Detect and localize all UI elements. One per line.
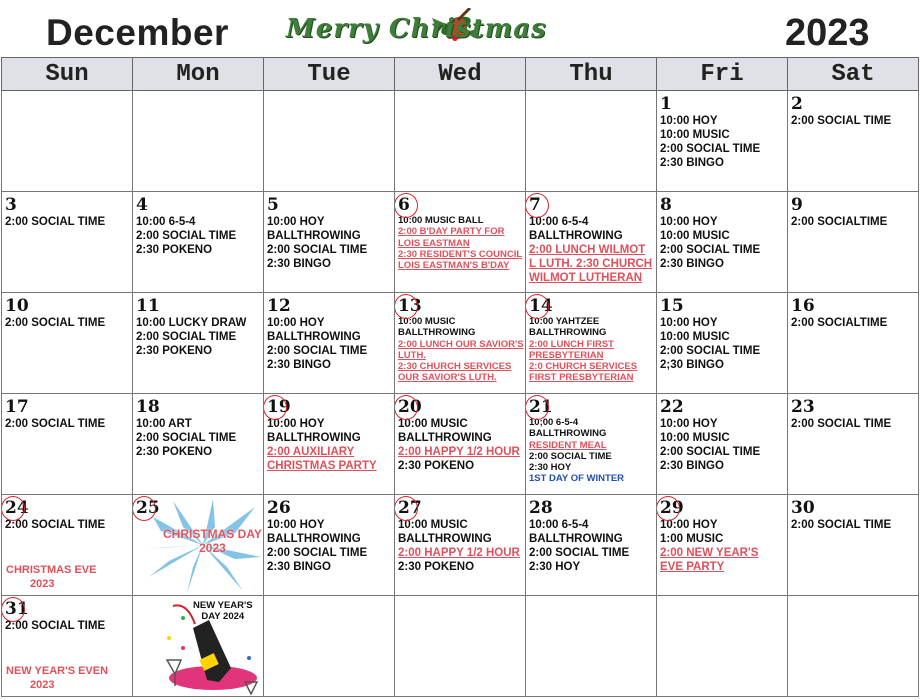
day-number: 18 [136, 397, 160, 417]
day-cell-1 [657, 91, 788, 192]
day-number: 1 [660, 94, 672, 114]
event-line: 10:00 YAHTZEE [529, 316, 600, 327]
day-number: 10 [5, 296, 29, 316]
day-cell-17 [2, 394, 133, 495]
day-cell-content [133, 394, 263, 494]
event-line: 10:00 HOY [267, 216, 325, 228]
day-cell-content [264, 495, 394, 595]
event-line: 10:00 HOY [660, 216, 718, 228]
day-cell-25 [133, 495, 264, 596]
day-cell-23 [788, 394, 919, 495]
event-line: LOIS EASTMAN [398, 237, 470, 249]
event-line: 2;30 BINGO [660, 359, 724, 371]
event-line: BALLTHROWING [267, 533, 361, 545]
calendar-header [0, 0, 920, 58]
event-line: 2:30 POKENO [398, 460, 475, 472]
event-line: 2:00 SOCIAL TIME [136, 230, 237, 242]
event-line: FIRST PRESBYTERIAN [529, 372, 634, 384]
event-line: 2:00 HAPPY 1/2 HOUR [398, 446, 520, 458]
event-line: 2:00 SOCIALTIME [791, 317, 888, 329]
empty-day-cell [2, 91, 133, 192]
event-line: EVE PARTY [660, 561, 725, 573]
holiday-label [6, 664, 108, 692]
day-cell-content [395, 495, 525, 595]
event-line: 10:00 MUSIC [398, 418, 468, 430]
event-line: CHRISTMAS PARTY [267, 460, 377, 472]
empty-day-cell [657, 596, 788, 697]
day-cell-content [2, 293, 132, 393]
event-line: 2:30 BINGO [660, 157, 724, 169]
event-line: 10:00 MUSIC [660, 129, 730, 141]
day-number: 4 [136, 195, 148, 215]
day-number: 3 [5, 195, 17, 215]
event-line: 10:00 MUSIC [660, 432, 730, 444]
event-line: 2:00 AUXILIARY [267, 446, 355, 458]
day-cell-10 [2, 293, 133, 394]
day-cell-13 [395, 293, 526, 394]
event-line: BALLTHROWING [398, 432, 492, 444]
day-cell-3 [2, 192, 133, 293]
event-line: 2:00 SOCIAL TIME [791, 115, 892, 127]
weekday-wed: Wed [395, 58, 526, 91]
empty-day-cell [788, 596, 919, 697]
event-line: 2:00 SOCIAL TIME [5, 418, 106, 430]
new-years-day-label [193, 600, 253, 622]
weekday-mon: Mon [133, 58, 264, 91]
day-cell-content [395, 394, 525, 494]
christmas-day-label [163, 527, 262, 555]
day-cell-content [264, 394, 394, 494]
day-number: 17 [5, 397, 29, 417]
empty-day-cell [133, 91, 264, 192]
event-line: 10:00 HOY [660, 519, 718, 531]
day-number: 5 [267, 195, 279, 215]
event-line: 2:00 LUNCH OUR SAVIOR'S [398, 338, 524, 350]
event-line: 10:00 HOY [660, 418, 718, 430]
weekday-sun: Sun [2, 58, 133, 91]
event-line: BALLTHROWING [267, 331, 361, 343]
weekday-sat: Sat [788, 58, 919, 91]
day-number: 25 [136, 498, 160, 518]
day-cell-content [2, 192, 132, 292]
event-line: 10:00 6-5-4 [529, 216, 589, 228]
day-cell-content [264, 293, 394, 393]
event-line: 2:00 SOCIAL TIME [267, 547, 368, 559]
event-line: BALLTHROWING [398, 327, 476, 339]
event-line: BALLTHROWING [267, 230, 361, 242]
event-line: 2:30 POKENO [136, 446, 213, 458]
weekday-header-row [2, 58, 919, 91]
event-line: 2:30 CHURCH SERVICES [398, 361, 512, 373]
art-cell [133, 596, 264, 697]
day-number: 13 [398, 296, 422, 316]
day-cell-content [133, 495, 263, 595]
event-line: 10:00 MUSIC BALL [398, 215, 484, 226]
event-line: WILMOT LUTHERAN [529, 272, 643, 284]
event-line: 2:30 POKENO [136, 244, 213, 256]
event-line: BALLTHROWING [529, 428, 607, 440]
day-cell-content [2, 394, 132, 494]
event-line: 10:00 6-5-4 [136, 216, 196, 228]
day-cell-29 [657, 495, 788, 596]
event-line: 2:00 SOCIAL TIME [267, 244, 368, 256]
day-cell-content [788, 293, 918, 393]
empty-day-cell [264, 596, 395, 697]
event-line: 2:30 POKENO [136, 345, 213, 357]
event-line: 2:00 SOCIAL TIME [267, 345, 368, 357]
event-line: 2:00 SOCIALTIME [791, 216, 888, 228]
event-line: 1:00 MUSIC [660, 533, 724, 545]
event-line: 2:30 BINGO [660, 460, 724, 472]
event-line: 10:00 HOY [267, 519, 325, 531]
event-line: 10:00 ART [136, 418, 192, 430]
event-line: 10:00 6-5-4 [529, 519, 589, 531]
day-cell-content [133, 293, 263, 393]
day-number: 16 [791, 296, 815, 316]
day-number: 15 [660, 296, 684, 316]
week-row [2, 293, 919, 394]
day-cell-content [526, 192, 656, 292]
event-line: L LUTH. 2:30 CHURCH [529, 258, 653, 270]
day-cell-content [788, 192, 918, 292]
week-row [2, 495, 919, 596]
event-line: 2:00 HAPPY 1/2 HOUR [398, 547, 520, 559]
calendar-grid [1, 57, 919, 697]
empty-day-cell [395, 596, 526, 697]
day-cell-22 [657, 394, 788, 495]
art-label-line: DAY 2024 [201, 611, 245, 622]
event-line: 2:30 RESIDENT'S COUNCIL [398, 248, 523, 260]
holiday-label [6, 563, 96, 591]
event-line: 10:00 MUSIC [660, 230, 730, 242]
event-line: 2:30 BINGO [267, 258, 331, 270]
day-number: 9 [791, 195, 803, 215]
day-cell-6 [395, 192, 526, 293]
event-line: BALLTHROWING [529, 533, 623, 545]
event-line: BALLTHROWING [529, 230, 623, 242]
day-cell-24 [2, 495, 133, 596]
event-line: 10:00 MUSIC [398, 316, 456, 327]
event-line: 10:00 MUSIC [398, 519, 468, 531]
event-line: 10:00 MUSIC [660, 331, 730, 343]
event-line: 2:00 SOCIAL TIME [660, 143, 761, 155]
event-line: 10:00 HOY [660, 317, 718, 329]
event-line: 10;00 6-5-4 [529, 417, 579, 428]
day-cell-14 [526, 293, 657, 394]
event-line: 10:00 HOY [660, 115, 718, 127]
event-line: BALLTHROWING [398, 533, 492, 545]
week-row [2, 91, 919, 192]
day-cell-content [788, 495, 918, 595]
holiday-label-line: 2023 [30, 578, 55, 590]
day-cell-7 [526, 192, 657, 293]
event-line: 2:30 BINGO [660, 258, 724, 270]
day-cell-content [526, 293, 656, 393]
event-line: 2:00 LUNCH FIRST [529, 338, 614, 350]
weekday-fri: Fri [657, 58, 788, 91]
event-line: 2:00 SOCIAL TIME [136, 331, 237, 343]
event-line: 2:00 SOCIAL TIME [5, 620, 106, 632]
event-line: 2:00 LUNCH WILMOT [529, 244, 646, 256]
new-years-day-art [153, 598, 264, 697]
weekday-thu: Thu [526, 58, 657, 91]
event-line: RESIDENT MEAL [529, 439, 607, 451]
day-number: 22 [660, 397, 684, 417]
event-line: 10:00 HOY [267, 418, 325, 430]
event-line: 2:00 B'DAY PARTY FOR [398, 226, 505, 238]
day-cell-8 [657, 192, 788, 293]
day-cell-19 [264, 394, 395, 495]
event-line: 2:30 POKENO [398, 561, 475, 573]
event-line: BALLTHROWING [529, 327, 607, 339]
event-line: 2:00 SOCIAL TIME [5, 216, 106, 228]
week-row [2, 596, 919, 697]
day-cell-content [2, 495, 132, 595]
event-line: 2:0 CHURCH SERVICES [529, 361, 638, 373]
day-number: 24 [5, 498, 29, 518]
day-cell-content [657, 91, 787, 191]
event-line: PRESBYTERIAN [529, 349, 604, 361]
day-cell-18 [133, 394, 264, 495]
event-line: 2:00 SOCIAL TIME [791, 519, 892, 531]
year-title: 2023 [785, 12, 870, 54]
day-cell-5 [264, 192, 395, 293]
day-cell-content [657, 192, 787, 292]
day-cell-content [264, 192, 394, 292]
event-line: 2:00 NEW YEAR'S [660, 547, 759, 559]
day-cell-content [526, 394, 656, 494]
day-number: 7 [529, 195, 541, 215]
week-row [2, 192, 919, 293]
day-number: 29 [660, 498, 684, 518]
day-cell-31 [2, 596, 133, 697]
event-line: LUTH. [398, 349, 426, 361]
day-cell-12 [264, 293, 395, 394]
christmas-day-art [143, 497, 263, 593]
day-cell-content [788, 394, 918, 494]
event-line: 2:00 SOCIAL TIME [529, 450, 612, 462]
event-line: 2:00 SOCIAL TIME [529, 547, 630, 559]
month-title: December [46, 12, 229, 53]
day-cell-content [657, 495, 787, 595]
holiday-label-line: CHRISTMAS EVE [6, 564, 97, 576]
event-line: BALLTHROWING [267, 432, 361, 444]
day-cell-26 [264, 495, 395, 596]
day-cell-30 [788, 495, 919, 596]
day-cell-16 [788, 293, 919, 394]
holiday-label-line: 2023 [30, 679, 55, 691]
merry-christmas-banner [286, 8, 686, 48]
empty-day-cell [264, 91, 395, 192]
weekday-tue: Tue [264, 58, 395, 91]
day-number: 30 [791, 498, 815, 518]
week-row [2, 394, 919, 495]
empty-day-cell [526, 91, 657, 192]
day-number: 11 [136, 296, 160, 316]
day-cell-content [657, 394, 787, 494]
event-line: 2:30 HOY [529, 561, 581, 573]
art-label-line: 2023 [199, 541, 226, 555]
day-cell-20 [395, 394, 526, 495]
day-cell-content [395, 293, 525, 393]
day-cell-content [2, 596, 132, 696]
event-line: OUR SAVIOR'S LUTH. [398, 372, 497, 384]
event-line: 1ST DAY OF WINTER [529, 473, 625, 485]
day-number: 19 [267, 397, 291, 417]
day-number: 12 [267, 296, 291, 316]
event-line: 2:30 HOY [529, 462, 572, 474]
event-line: 2:00 SOCIAL TIME [660, 345, 761, 357]
day-cell-2 [788, 91, 919, 192]
day-number: 27 [398, 498, 422, 518]
day-number: 2 [791, 94, 803, 114]
day-number: 31 [5, 599, 29, 619]
event-line: 2:00 SOCIAL TIME [791, 418, 892, 430]
event-line: LOIS EASTMAN'S B'DAY [398, 260, 510, 272]
day-number: 8 [660, 195, 672, 215]
day-cell-content [526, 495, 656, 595]
day-cell-21 [526, 394, 657, 495]
day-cell-27 [395, 495, 526, 596]
holiday-label-line: NEW YEAR'S EVEN [6, 665, 109, 677]
day-cell-15 [657, 293, 788, 394]
event-line: 10:00 HOY [267, 317, 325, 329]
event-line: 2:00 SOCIAL TIME [660, 244, 761, 256]
day-number: 23 [791, 397, 815, 417]
day-cell-content [395, 192, 525, 292]
day-number: 28 [529, 498, 553, 518]
day-number: 21 [529, 397, 553, 417]
day-cell-4 [133, 192, 264, 293]
event-line: 2:30 BINGO [267, 359, 331, 371]
art-label-line: NEW YEAR'S [193, 600, 253, 611]
event-line: 2:00 SOCIAL TIME [660, 446, 761, 458]
empty-day-cell [395, 91, 526, 192]
day-cell-content [133, 192, 263, 292]
day-number: 26 [267, 498, 291, 518]
day-cell-content [788, 91, 918, 191]
event-line: 2:00 SOCIAL TIME [5, 519, 106, 531]
day-cell-11 [133, 293, 264, 394]
day-cell-28 [526, 495, 657, 596]
day-cell-content [657, 293, 787, 393]
merry-christmas-text: Merry Christmas [286, 14, 547, 44]
event-line: 2:00 SOCIAL TIME [5, 317, 106, 329]
event-line: 10:00 LUCKY DRAW [136, 317, 247, 329]
event-line: 2:00 SOCIAL TIME [136, 432, 237, 444]
day-number: 20 [398, 397, 422, 417]
event-line: 2:30 BINGO [267, 561, 331, 573]
day-cell-9 [788, 192, 919, 293]
day-cell-content [133, 596, 263, 696]
day-number: 14 [529, 296, 553, 316]
art-label-line: CHRISTMAS DAY [163, 527, 262, 541]
day-number: 6 [398, 195, 410, 215]
empty-day-cell [526, 596, 657, 697]
